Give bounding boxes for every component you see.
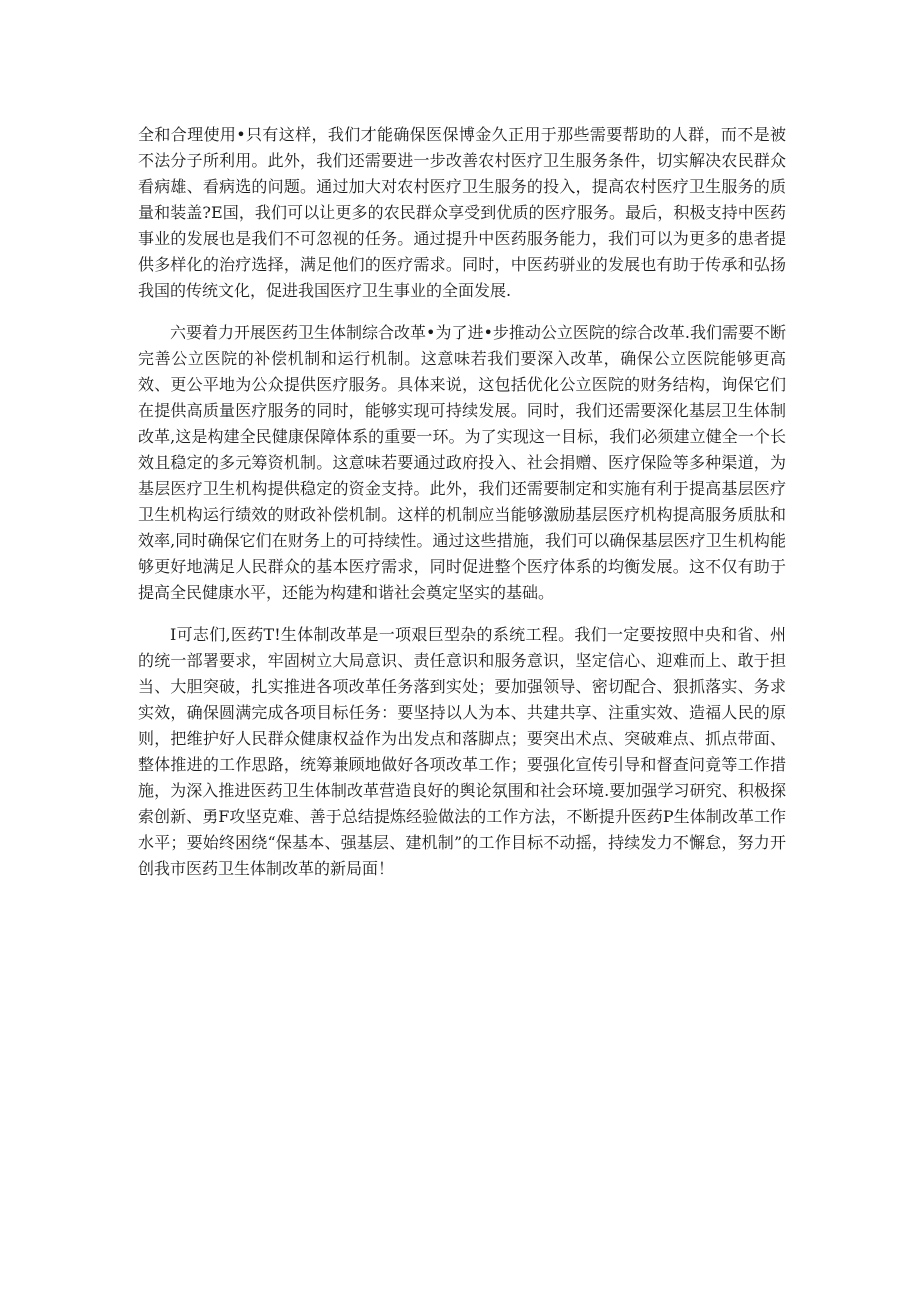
paragraph-closing-remarks: I可志们,医药T!生体制改革是一项艰巨型杂的系统工程。我们一定要按照中央和省、州的统一部署要求，牢固树立大局意识、责任意识和服务意识，坚定信心、迎难而上、敢于担当、大胆突破，扎实推进各项改革任务落到实处；要加强领导、密切配合、狠抓落实、务求实效，确保圆满完成各项目标任务：要坚持以人为本、共建共享、注重实效、造福人民的原则，把维护好人民群众健康权益作为出发点和落脚点；要突出术点、突破难点、抓点带面、整体推进的工作思路，统筹兼顾地做好各项改革工作；要强化宣传引导和督查问竟等工作措施，为深入推进医药卫生体制改革营造良好的舆论氛围和社会环境.要加强学习研究、积极探索创新、勇F攻坚克难、善于总结提炼经验做法的工作方法，不断提升医药P生体制改革工作水平；要始终困绕“保基本、强基层、建机制”的工作目标不动摇，持续发力不懈怠，努力开创我市医药卫生体制改革的新局面！ [138, 625, 786, 878]
document-body [138, 122, 786, 898]
paragraph-continuation: 全和合理使用•只有这样，我们才能确保医保博金久正用于那些需要帮助的人群，而不是被不法分子所利用。此外，我们还需要进一步改善农村医疗卫生服务条件，切实解决农民群众看病雄、看病选的问题。通过加大对农村医疗卫生服务的投入，提高农村医疗卫生服务的质量和装盖?E国，我们可以让更多的农民群众享受到优质的医疗服务。最后，积极支持中医药事业的发展也是我们不可忽视的任务。通过提升中医药服务能力，我们可以为更多的患者提供多样化的治疗选择，满足他们的医疗需求。同时，中医药骈业的发展也有助于传承和弘扬我国的传统文化，促进我国医疗卫生事业的全面发展. [138, 125, 786, 300]
paragraph-section-six: 六要着力开展医药卫生体制综合改革•为了进•步推动公立医院的综合改革.我们需要不断完善公立医院的补偿机制和运行机制。这意味若我们要深入改革，确保公立医院能够更高效、更公平地为公众提供医疗服务。具体来说，这包括优化公立医院的财务结构，询保它们在提供高质量医疗服务的同时，能够实现可持续发展。同时，我们还需要深化基层卫生体制改革,这是构建全民健康保障体系的重要一环。为了实现这一目标，我们必须建立健全一个长效且稳定的多元筹资机制。这意味若要通过政府投入、社会捐赠、医疗保险等多种渠道，为基层医疗卫生机构提供稳定的资金支持。此外，我们还需要制定和实施有利于提高基层医疗卫生机构运行绩效的财政补偿机制。这样的机制应当能够激励基层医疗机构提高服务质肽和效率,同时确保它们在财务上的可持续性。通过这些措施，我们可以确保基层医疗卫生机构能够更好地满足人民群众的基本医疗需求，同时促进整个医疗体系的均衡发展。这不仅有助于提高全民健康水平，还能为构建和谐社会奠定坚实的基础。 [138, 323, 786, 602]
